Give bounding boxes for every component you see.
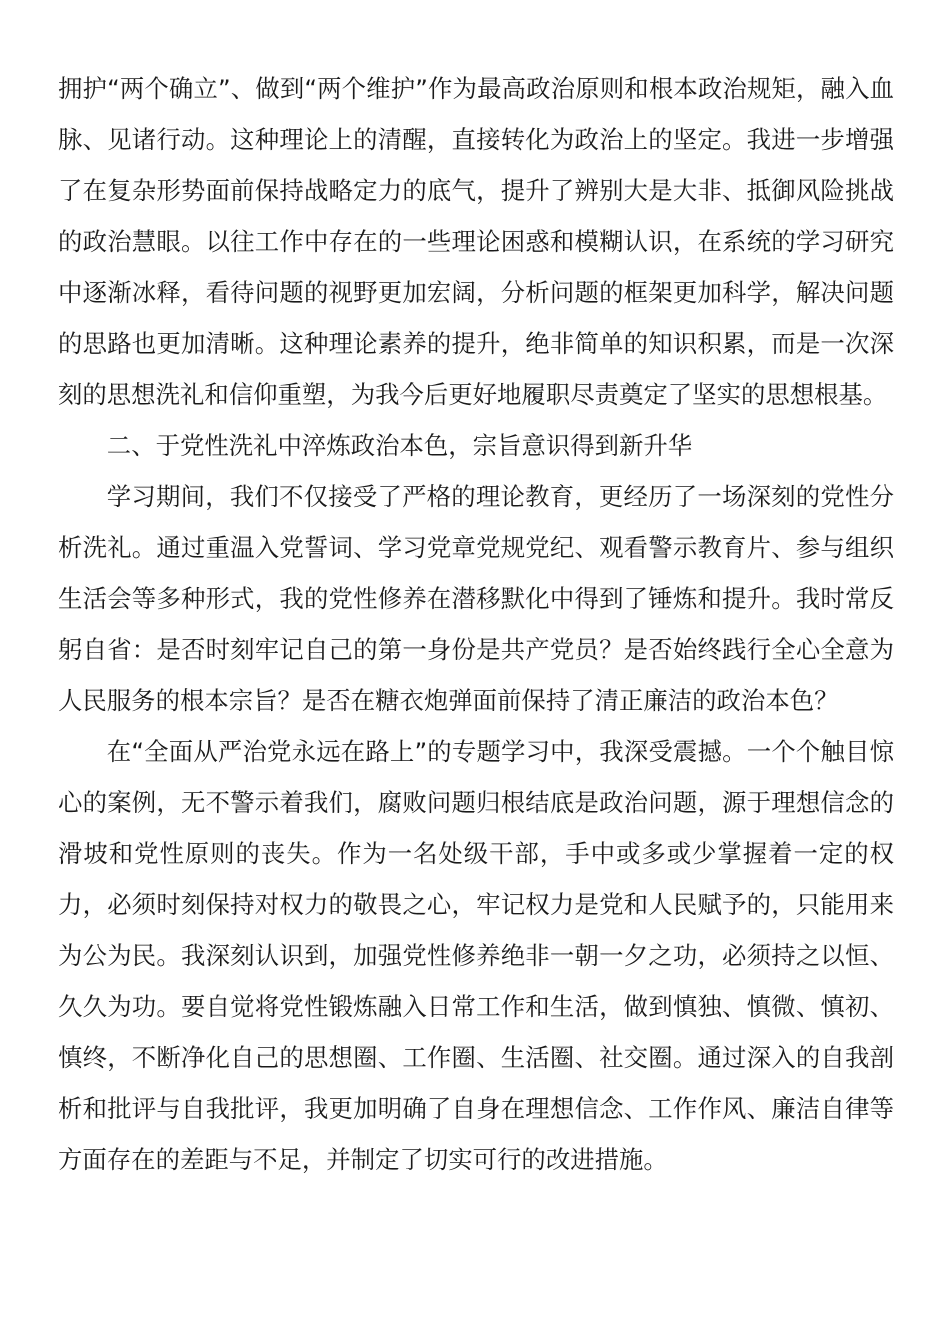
paragraph-body: 学习期间，我们不仅接受了严格的理论教育，更经历了一场深刻的党性分析洗礼。通过重温入党誓词、学习党章党规党纪、观看警示教育片、参与组织生活会等多种形式，我的党性修养在潜移默化中得到了锤炼和提升。我时常反躬自省：是否时刻牢记自己的第一身份是共产党员？是否始终践行全心全意为人民服务的根本宗旨？是否在糖衣炮弹面前保持了清正廉洁的政治本色？ [58, 482, 894, 715]
section-heading: 二、于党性洗礼中淬炼政治本色，宗旨意识得到新升华 [106, 431, 693, 460]
document-page [58, 63, 894, 1185]
paragraph-body: 在“全面从严治党永远在路上”的专题学习中，我深受震撼。一个个触目惊心的案例，无不警示着我们，腐败问题归根结底是政治问题，源于理想信念的滑坡和党性原则的丧失。作为一名处级干部，手中或多或少掌握着一定的权力，必须时刻保持对权力的敬畏之心，牢记权力是党和人民赋予的，只能用来为公为民。我深刻认识到，加强党性修养绝非一朝一夕之功，必须持之以恒、久久为功。要自觉将党性锻炼融入日常工作和生活，做到慎独、慎微、慎初、慎终，不断净化自己的思想圈、工作圈、生活圈、社交圈。通过深入的自我剖析和批评与自我批评，我更加明确了自身在理想信念、工作作风、廉洁自律等方面存在的差距与不足，并制定了切实可行的改进措施。 [58, 737, 894, 1174]
paragraph-continuation: 拥护“两个确立”、做到“两个维护”作为最高政治原则和根本政治规矩，融入血脉、见诸行动。这种理论上的清醒，直接转化为政治上的坚定。我进一步增强了在复杂形势面前保持战略定力的底气，提升了辨别大是大非、抵御风险挑战的政治慧眼。以往工作中存在的一些理论困惑和模糊认识，在系统的学习研究中逐渐冰释，看待问题的视野更加宏阔，分析问题的框架更加科学，解决问题的思路也更加清晰。这种理论素养的提升，绝非简单的知识积累，而是一次深刻的思想洗礼和信仰重塑，为我今后更好地履职尽责奠定了坚实的思想根基。 [58, 74, 894, 409]
